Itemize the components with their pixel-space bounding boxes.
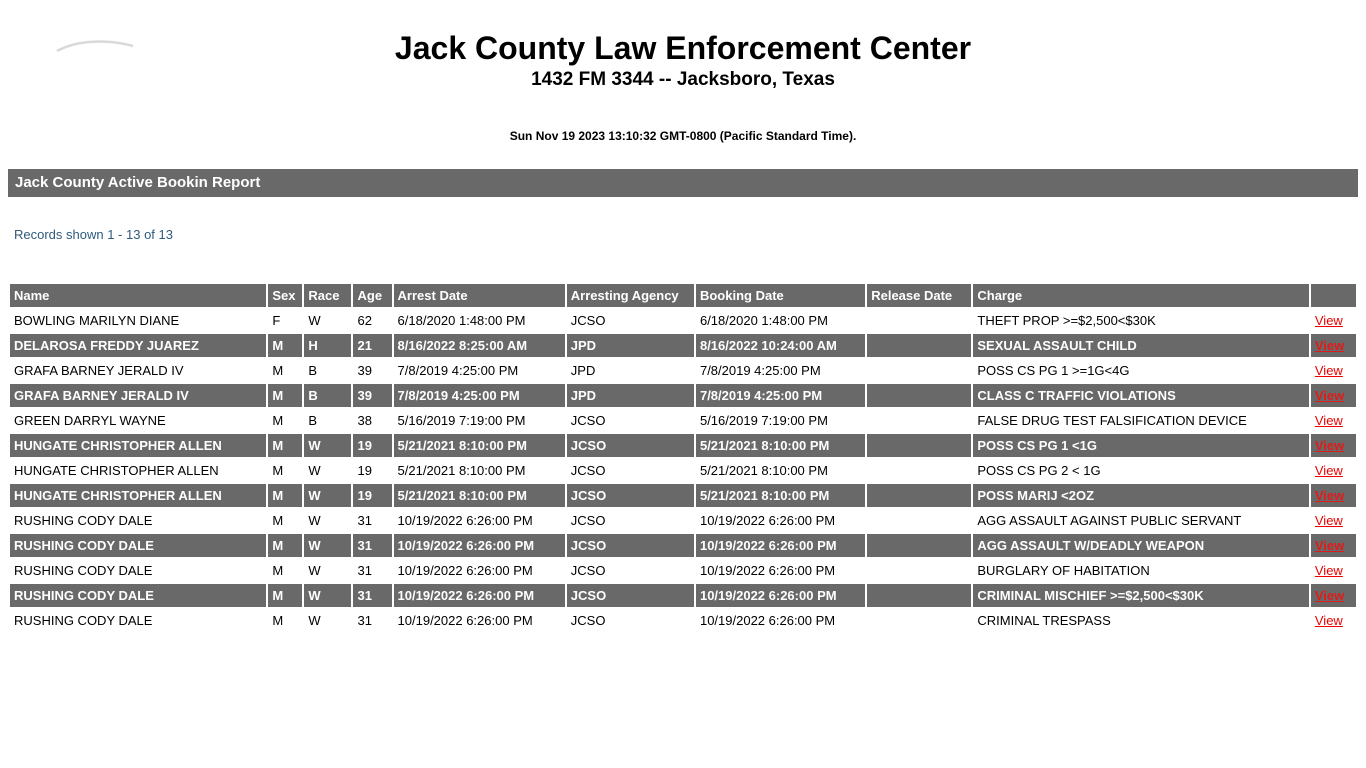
cell-arresting-agency: JCSO <box>567 409 694 432</box>
cell-arresting-agency: JPD <box>567 359 694 382</box>
report-title-bar <box>8 169 1358 197</box>
cell-view <box>1311 459 1356 482</box>
cell-arresting-agency: JCSO <box>567 434 694 457</box>
cell-arrest-date: 10/19/2022 6:26:00 PM <box>394 559 565 582</box>
cell-release-date <box>867 309 971 332</box>
view-link[interactable]: View <box>1314 587 1345 603</box>
cell-arrest-date: 7/8/2019 4:25:00 PM <box>394 359 565 382</box>
cell-name: HUNGATE CHRISTOPHER ALLEN <box>10 434 266 457</box>
cell-charge: AGG ASSAULT AGAINST PUBLIC SERVANT <box>973 509 1309 532</box>
cell-sex: M <box>268 359 302 382</box>
cell-arrest-date: 10/19/2022 6:26:00 PM <box>394 609 565 632</box>
cell-race: W <box>304 509 351 532</box>
cell-booking-date: 7/8/2019 4:25:00 PM <box>696 384 865 407</box>
booking-report-table <box>8 282 1358 634</box>
cell-charge: FALSE DRUG TEST FALSIFICATION DEVICE <box>973 409 1309 432</box>
cell-view <box>1311 384 1356 407</box>
column-header-arrest-date: Arrest Date <box>394 284 565 307</box>
column-header-sex: Sex <box>268 284 302 307</box>
cell-age: 19 <box>353 459 391 482</box>
cell-release-date <box>867 534 971 557</box>
cell-charge: POSS CS PG 1 <1G <box>973 434 1309 457</box>
records-shown-count: Records shown 1 - 13 of 13 <box>14 226 173 242</box>
cell-view <box>1311 534 1356 557</box>
cell-age: 39 <box>353 359 391 382</box>
cell-name: RUSHING CODY DALE <box>10 509 266 532</box>
cell-race: W <box>304 559 351 582</box>
table-row <box>10 534 1356 557</box>
cell-charge: POSS MARIJ <2OZ <box>973 484 1309 507</box>
partial-seal-logo-arc <box>55 34 135 60</box>
column-header-name: Name <box>10 284 266 307</box>
cell-release-date <box>867 509 971 532</box>
cell-charge: THEFT PROP >=$2,500<$30K <box>973 309 1309 332</box>
view-link[interactable]: View <box>1314 437 1345 453</box>
view-link[interactable]: View <box>1314 537 1345 553</box>
cell-view <box>1311 584 1356 607</box>
column-header-age: Age <box>353 284 391 307</box>
table-row <box>10 359 1356 382</box>
cell-arrest-date: 5/21/2021 8:10:00 PM <box>394 459 565 482</box>
view-link[interactable]: View <box>1314 512 1343 528</box>
table-row <box>10 334 1356 357</box>
cell-name: GRAFA BARNEY JERALD IV <box>10 384 266 407</box>
cell-release-date <box>867 359 971 382</box>
cell-view <box>1311 359 1356 382</box>
cell-age: 39 <box>353 384 391 407</box>
cell-booking-date: 5/21/2021 8:10:00 PM <box>696 459 865 482</box>
cell-arresting-agency: JCSO <box>567 609 694 632</box>
cell-arresting-agency: JCSO <box>567 459 694 482</box>
cell-race: W <box>304 534 351 557</box>
cell-arrest-date: 6/18/2020 1:48:00 PM <box>394 309 565 332</box>
cell-race: H <box>304 334 351 357</box>
cell-charge: CRIMINAL TRESPASS <box>973 609 1309 632</box>
cell-sex: M <box>268 334 302 357</box>
view-link[interactable]: View <box>1314 362 1343 378</box>
column-header-release-date: Release Date <box>867 284 971 307</box>
cell-view <box>1311 609 1356 632</box>
report-timestamp: Sun Nov 19 2023 13:10:32 GMT-0800 (Pacific Standard Time). <box>509 128 857 143</box>
cell-booking-date: 10/19/2022 6:26:00 PM <box>696 534 865 557</box>
cell-name: BOWLING MARILYN DIANE <box>10 309 266 332</box>
cell-charge: SEXUAL ASSAULT CHILD <box>973 334 1309 357</box>
page-header <box>0 30 1366 143</box>
cell-booking-date: 8/16/2022 10:24:00 AM <box>696 334 865 357</box>
column-header-charge: Charge <box>973 284 1309 307</box>
cell-view <box>1311 334 1356 357</box>
cell-charge: AGG ASSAULT W/DEADLY WEAPON <box>973 534 1309 557</box>
table-row <box>10 609 1356 632</box>
cell-age: 31 <box>353 534 391 557</box>
cell-booking-date: 10/19/2022 6:26:00 PM <box>696 559 865 582</box>
cell-sex: M <box>268 434 302 457</box>
table-row <box>10 384 1356 407</box>
cell-age: 31 <box>353 584 391 607</box>
cell-race: W <box>304 609 351 632</box>
table-row <box>10 459 1356 482</box>
view-link[interactable]: View <box>1314 387 1345 403</box>
cell-name: HUNGATE CHRISTOPHER ALLEN <box>10 459 266 482</box>
cell-age: 62 <box>353 309 391 332</box>
cell-sex: M <box>268 484 302 507</box>
cell-release-date <box>867 459 971 482</box>
cell-race: B <box>304 409 351 432</box>
column-header-booking-date: Booking Date <box>696 284 865 307</box>
table-row <box>10 409 1356 432</box>
cell-age: 31 <box>353 559 391 582</box>
cell-name: GRAFA BARNEY JERALD IV <box>10 359 266 382</box>
cell-arrest-date: 10/19/2022 6:26:00 PM <box>394 509 565 532</box>
cell-name: DELAROSA FREDDY JUAREZ <box>10 334 266 357</box>
cell-release-date <box>867 609 971 632</box>
cell-view <box>1311 509 1356 532</box>
cell-charge: BURGLARY OF HABITATION <box>973 559 1309 582</box>
cell-arrest-date: 10/19/2022 6:26:00 PM <box>394 534 565 557</box>
column-header-view <box>1311 284 1356 307</box>
cell-booking-date: 10/19/2022 6:26:00 PM <box>696 584 865 607</box>
view-link[interactable]: View <box>1314 562 1343 578</box>
cell-arresting-agency: JCSO <box>567 534 694 557</box>
cell-release-date <box>867 384 971 407</box>
report-title: Jack County Active Bookin Report <box>15 173 261 191</box>
cell-booking-date: 10/19/2022 6:26:00 PM <box>696 609 865 632</box>
cell-name: RUSHING CODY DALE <box>10 584 266 607</box>
cell-booking-date: 5/16/2019 7:19:00 PM <box>696 409 865 432</box>
cell-release-date <box>867 484 971 507</box>
cell-sex: M <box>268 559 302 582</box>
view-link[interactable]: View <box>1314 462 1343 478</box>
cell-name: RUSHING CODY DALE <box>10 609 266 632</box>
cell-race: B <box>304 384 351 407</box>
view-link[interactable]: View <box>1314 312 1343 328</box>
cell-release-date <box>867 559 971 582</box>
cell-race: W <box>304 584 351 607</box>
cell-arrest-date: 7/8/2019 4:25:00 PM <box>394 384 565 407</box>
cell-arrest-date: 8/16/2022 8:25:00 AM <box>394 334 565 357</box>
view-link[interactable]: View <box>1314 487 1345 503</box>
cell-release-date <box>867 434 971 457</box>
cell-booking-date: 10/19/2022 6:26:00 PM <box>696 509 865 532</box>
cell-age: 31 <box>353 509 391 532</box>
cell-booking-date: 6/18/2020 1:48:00 PM <box>696 309 865 332</box>
cell-arrest-date: 5/21/2021 8:10:00 PM <box>394 434 565 457</box>
cell-release-date <box>867 409 971 432</box>
view-link[interactable]: View <box>1314 337 1345 353</box>
cell-sex: M <box>268 509 302 532</box>
table-row <box>10 559 1356 582</box>
column-header-arresting-agency: Arresting Agency <box>567 284 694 307</box>
cell-arrest-date: 5/16/2019 7:19:00 PM <box>394 409 565 432</box>
cell-name: GREEN DARRYL WAYNE <box>10 409 266 432</box>
cell-booking-date: 7/8/2019 4:25:00 PM <box>696 359 865 382</box>
cell-sex: M <box>268 609 302 632</box>
cell-arresting-agency: JCSO <box>567 559 694 582</box>
cell-view <box>1311 309 1356 332</box>
cell-arresting-agency: JCSO <box>567 309 694 332</box>
cell-sex: F <box>268 309 302 332</box>
cell-name: RUSHING CODY DALE <box>10 559 266 582</box>
column-header-race: Race <box>304 284 351 307</box>
cell-arrest-date: 10/19/2022 6:26:00 PM <box>394 584 565 607</box>
cell-charge: POSS CS PG 1 >=1G<4G <box>973 359 1309 382</box>
cell-name: RUSHING CODY DALE <box>10 534 266 557</box>
cell-race: W <box>304 484 351 507</box>
cell-arresting-agency: JPD <box>567 334 694 357</box>
cell-release-date <box>867 334 971 357</box>
cell-sex: M <box>268 409 302 432</box>
booking-table-body <box>10 309 1356 632</box>
cell-arrest-date: 5/21/2021 8:10:00 PM <box>394 484 565 507</box>
cell-race: W <box>304 459 351 482</box>
cell-age: 19 <box>353 484 391 507</box>
cell-name: HUNGATE CHRISTOPHER ALLEN <box>10 484 266 507</box>
cell-age: 21 <box>353 334 391 357</box>
cell-charge: CRIMINAL MISCHIEF >=$2,500<$30K <box>973 584 1309 607</box>
view-link[interactable]: View <box>1314 612 1343 628</box>
cell-arresting-agency: JCSO <box>567 484 694 507</box>
cell-booking-date: 5/21/2021 8:10:00 PM <box>696 484 865 507</box>
page-subtitle: 1432 FM 3344 -- Jacksboro, Texas <box>531 68 835 90</box>
cell-arresting-agency: JCSO <box>567 584 694 607</box>
cell-age: 38 <box>353 409 391 432</box>
table-header-row <box>10 284 1356 307</box>
table-row <box>10 584 1356 607</box>
page-title: Jack County Law Enforcement Center <box>394 30 972 66</box>
cell-booking-date: 5/21/2021 8:10:00 PM <box>696 434 865 457</box>
cell-age: 31 <box>353 609 391 632</box>
cell-view <box>1311 434 1356 457</box>
cell-arresting-agency: JPD <box>567 384 694 407</box>
cell-view <box>1311 559 1356 582</box>
cell-release-date <box>867 584 971 607</box>
cell-view <box>1311 409 1356 432</box>
table-row <box>10 484 1356 507</box>
cell-charge: POSS CS PG 2 < 1G <box>973 459 1309 482</box>
cell-race: W <box>304 309 351 332</box>
cell-sex: M <box>268 384 302 407</box>
cell-charge: CLASS C TRAFFIC VIOLATIONS <box>973 384 1309 407</box>
cell-view <box>1311 484 1356 507</box>
cell-sex: M <box>268 459 302 482</box>
cell-arresting-agency: JCSO <box>567 509 694 532</box>
cell-sex: M <box>268 584 302 607</box>
cell-race: B <box>304 359 351 382</box>
table-row <box>10 309 1356 332</box>
cell-sex: M <box>268 534 302 557</box>
cell-age: 19 <box>353 434 391 457</box>
view-link[interactable]: View <box>1314 412 1343 428</box>
cell-race: W <box>304 434 351 457</box>
table-row <box>10 434 1356 457</box>
table-row <box>10 509 1356 532</box>
